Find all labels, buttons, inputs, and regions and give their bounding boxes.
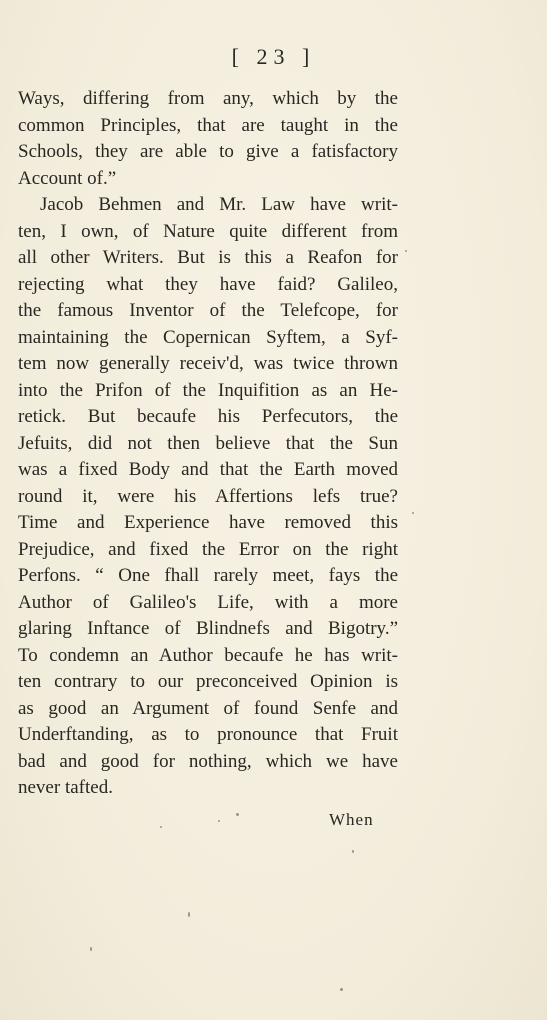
body-text: [18, 86, 398, 802]
text-line: Schools, they are able to give a fatisfactory: [18, 141, 398, 162]
text-line: Jacob Behmen and Mr. Law have writ-: [40, 194, 398, 215]
text-line: was a fixed Body and that the Earth moved: [18, 459, 398, 480]
text-line: ten, I own, of Nature quite different from: [18, 220, 398, 242]
text-line: Perfons. “ One fhall rarely meet, fays the: [18, 565, 398, 586]
paper-speck: [160, 826, 162, 828]
text-line: the famous Inventor of the Telefcope, for: [18, 300, 398, 321]
text-line: tem now generally receiv'd, was twice thrown: [18, 353, 398, 374]
text-line: retick. But becaufe his Perfecutors, the: [18, 406, 398, 427]
text-line: Jefuits, did not then believe that the Sun: [18, 432, 398, 454]
text-line: round it, were his Affertions lefs true?: [18, 485, 398, 507]
page-number: [ 23 ]: [231, 44, 316, 69]
text-line: rejecting what they have faid? Galileo,: [18, 273, 398, 295]
paper-speck: [236, 813, 239, 816]
paper-speck: [340, 988, 343, 991]
text-line: bad and good for nothing, which we have: [18, 750, 398, 772]
text-line: as good an Argument of found Senfe and: [18, 697, 398, 719]
text-line: Ways, differing from any, which by the: [18, 88, 398, 109]
paper-speck: [188, 912, 190, 917]
text-line: Account of.”: [18, 167, 117, 189]
text-line: maintaining the Copernican Syftem, a Syf-: [18, 326, 398, 348]
paper-speck: [90, 947, 92, 951]
catchword: When: [329, 810, 374, 829]
paper-speck: [352, 850, 354, 853]
text-line: Underftanding, as to pronounce that Fruit: [18, 724, 398, 745]
text-line: Prejudice, and fixed the Error on the right: [18, 538, 398, 560]
paper-speck: [218, 820, 220, 822]
text-line: never tafted.: [18, 777, 113, 798]
text-line: Time and Experience have removed this: [18, 512, 398, 533]
paper-speck: [412, 512, 414, 514]
text-line: glaring Inftance of Blindnefs and Bigotry.”: [18, 618, 398, 639]
text-line: To condemn an Author becaufe he has writ-: [18, 644, 398, 666]
text-line: ten contrary to our preconceived Opinion is: [18, 671, 398, 692]
text-line: into the Prifon of the Inquifition as an He-: [18, 379, 398, 401]
paper-speck: [405, 250, 407, 252]
text-line: Author of Galileo's Life, with a more: [18, 591, 398, 613]
text-line: common Principles, that are taught in the: [18, 114, 398, 136]
text-line: all other Writers. But is this a Reafon for: [18, 247, 398, 268]
